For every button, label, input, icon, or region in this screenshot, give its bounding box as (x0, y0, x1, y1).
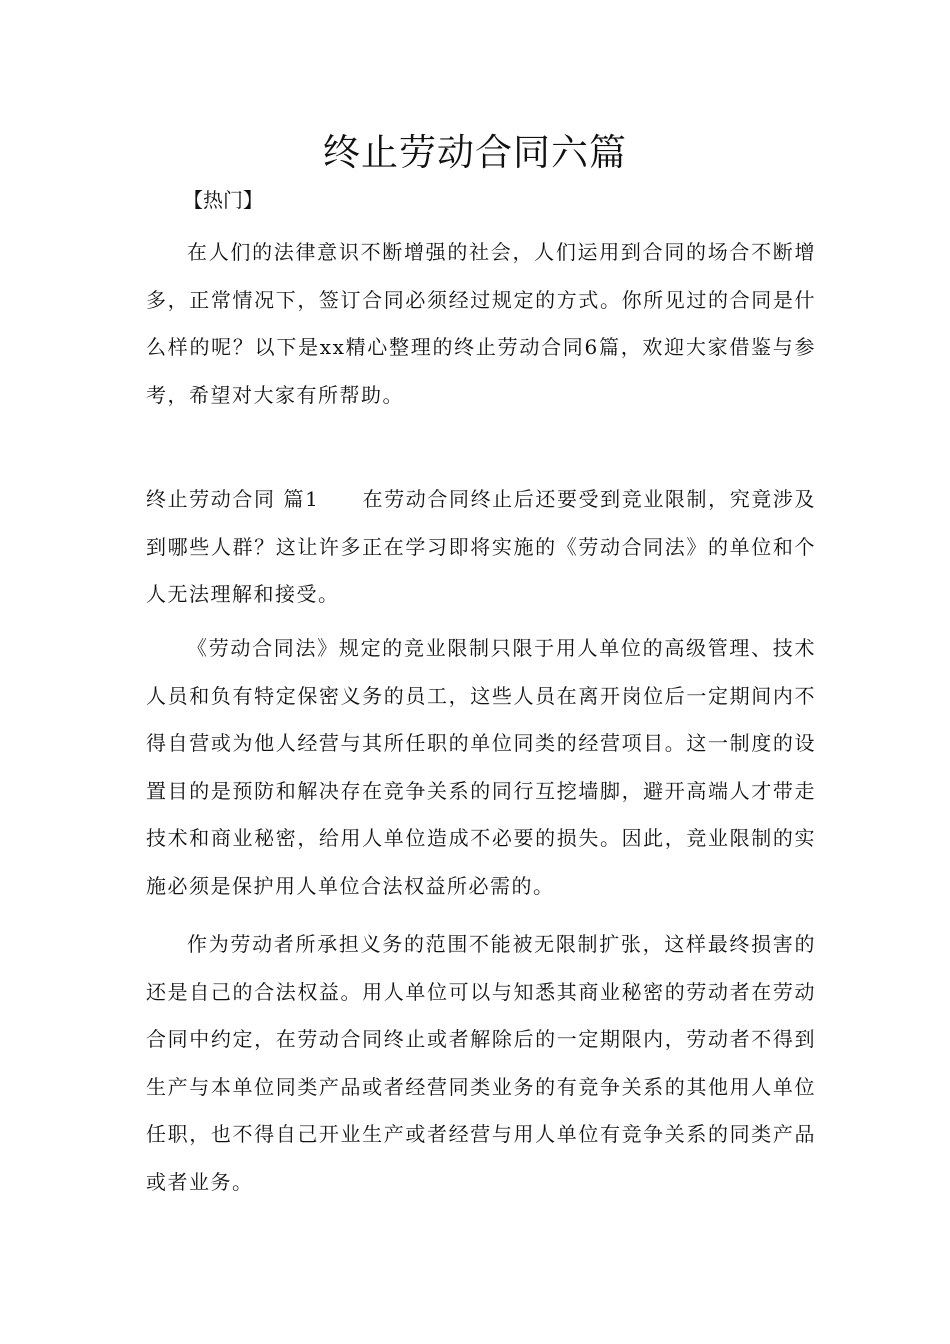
section-1-paragraph: 终止劳动合同 篇1 在劳动合同终止后还要受到竞业限制，究竟涉及到哪些人群？这让许多正在学习即将实施的《劳动合同法》的单位和个人无法理解和接受。 (146, 487, 816, 606)
intro-paragraph: 在人们的法律意识不断增强的社会，人们运用到合同的场合不断增多，正常情况下，签订合同必须经过规定的方式。你所见过的合同是什么样的呢？以下是xx精心整理的终止劳动合同6篇，欢迎大家借鉴与参考，希望对大家有所帮助。 (146, 240, 816, 407)
hot-tag: 【热门】 (183, 188, 263, 212)
document-title: 终止劳动合同六篇 (323, 131, 627, 174)
body-paragraph: 《劳动合同法》规定的竞业限制只限于用人单位的高级管理、技术人员和负有特定保密义务的员工，这些人员在离开岗位后一定期间内不得自营或为他人经营与其所任职的单位同类的经营项目。这一制度的设置目的是预防和解决存在竞争关系的同行互挖墙脚，避开高端人才带走技术和商业秘密，给用人单位造成不必要的损失。因此，竞业限制的实施必须是保护用人单位合法权益所必需的。 (146, 636, 816, 898)
body-paragraph: 作为劳动者所承担义务的范围不能被无限制扩张，这样最终损害的还是自己的合法权益。用人单位可以与知悉其商业秘密的劳动者在劳动合同中约定，在劳动合同终止或者解除后的一定期限内，劳动者不得到生产与本单位同类产品或者经营同类业务的有竞争关系的其他用人单位任职，也不得自己开业生产或者经营与用人单位有竞争关系的同类产品或者业务。 (146, 932, 816, 1194)
